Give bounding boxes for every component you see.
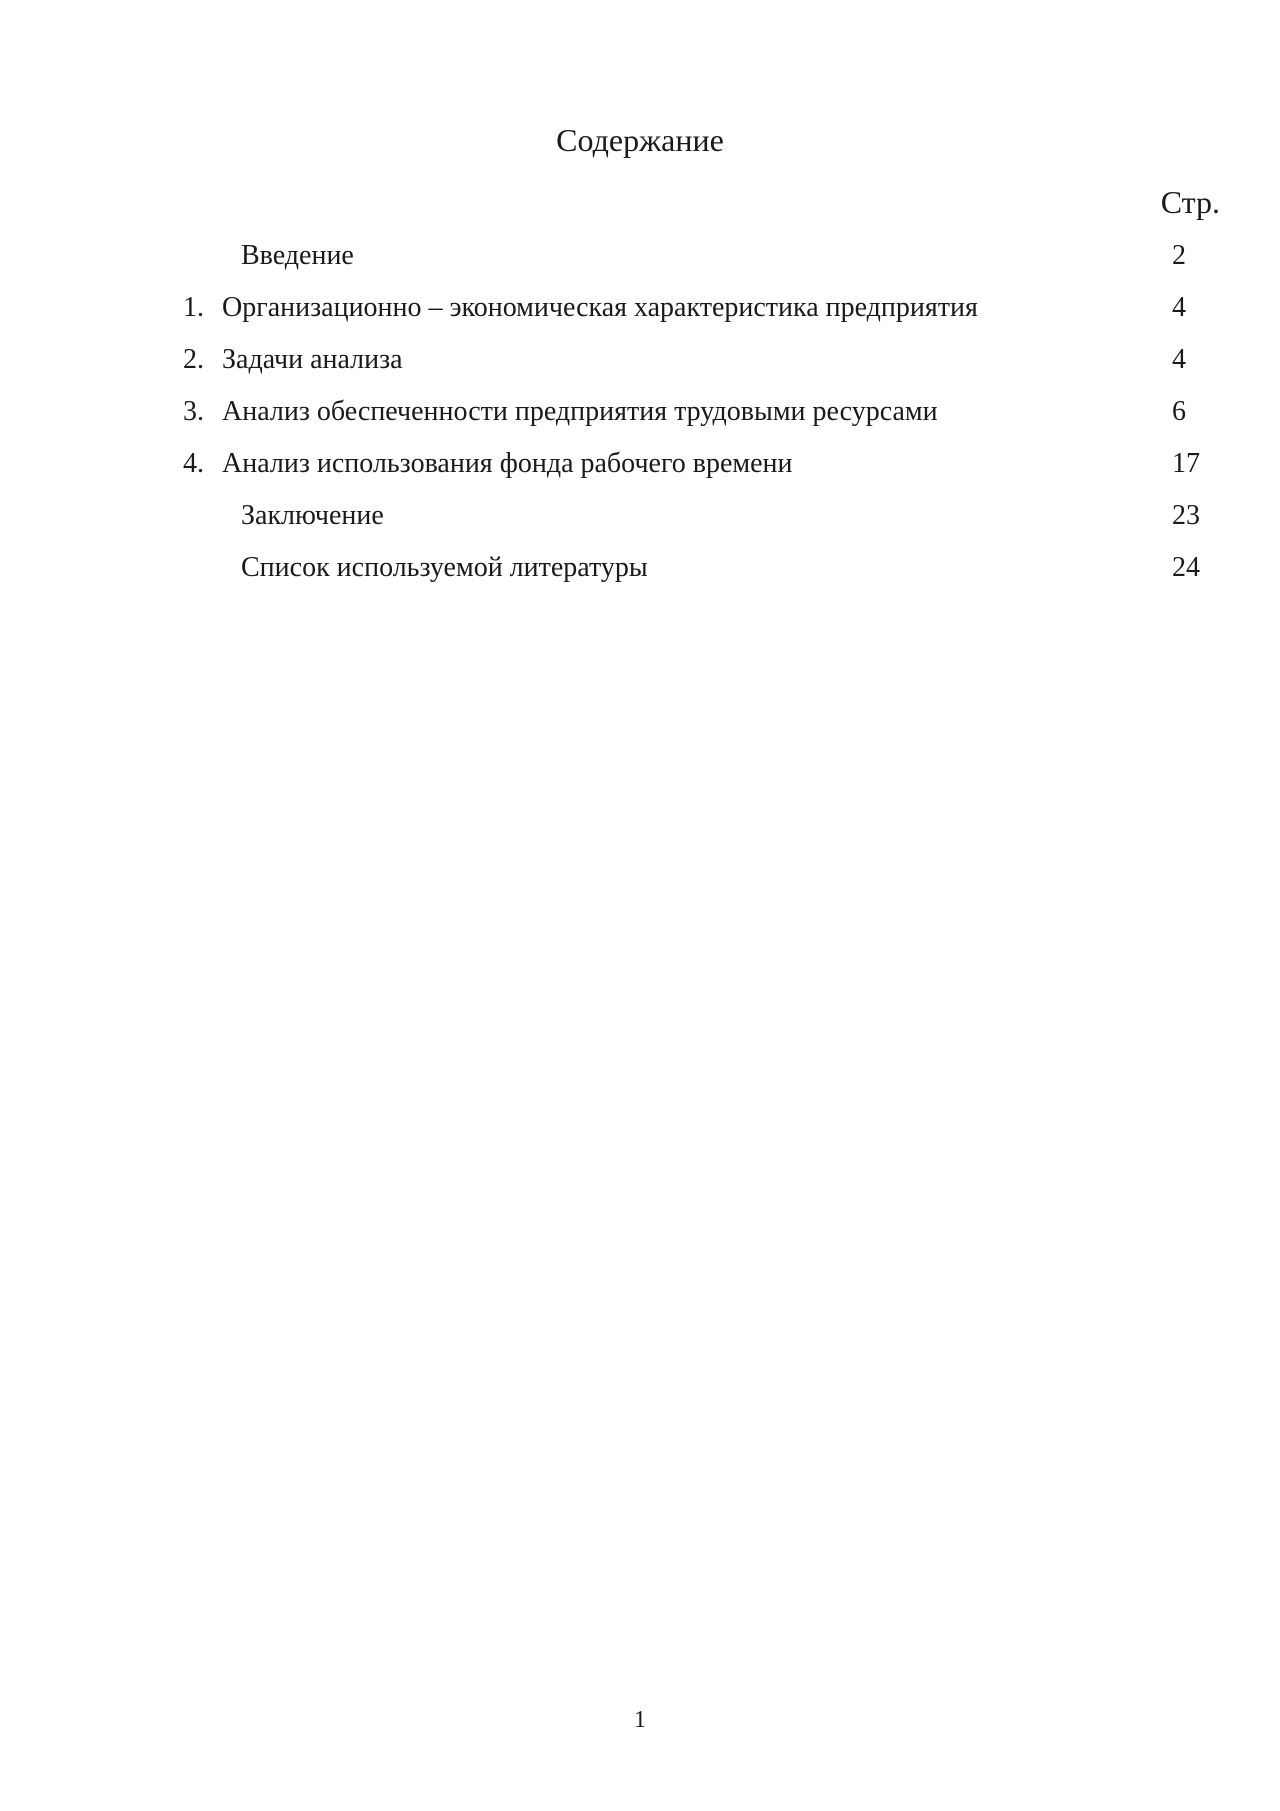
toc-entry-number: 1. — [183, 292, 204, 323]
toc-entry-title: Анализ использования фонда рабочего времени — [222, 448, 793, 479]
page-number: 1 — [634, 1707, 646, 1733]
toc-entry-page: 23 — [1172, 500, 1200, 531]
toc-entry — [0, 548, 1280, 600]
document-title: Содержание — [556, 122, 724, 158]
toc-entry-title: Организационно – экономическая характеристика предприятия — [222, 292, 978, 323]
toc-entry — [0, 392, 1280, 444]
toc-entry-title: Введение — [241, 240, 354, 271]
toc-entry-number: 2. — [183, 344, 204, 375]
toc-entry-page: 4 — [1172, 292, 1186, 323]
toc-entry-title: Список используемой литературы — [241, 552, 648, 583]
toc-entry — [0, 236, 1280, 288]
page-column-header: Стр. — [1160, 184, 1220, 220]
toc-entry-title: Заключение — [241, 500, 384, 531]
toc-entry-page: 4 — [1172, 344, 1186, 375]
toc-entry-page: 6 — [1172, 396, 1186, 427]
toc-entry-title: Задачи анализа — [222, 344, 403, 375]
toc-entry-page: 24 — [1172, 552, 1200, 583]
toc-entry-title: Анализ обеспеченности предприятия трудовыми ресурсами — [222, 396, 938, 427]
toc-entry-number: 3. — [183, 396, 204, 427]
toc-entry — [0, 444, 1280, 496]
toc-entry — [0, 340, 1280, 392]
toc-entry-number: 4. — [183, 448, 204, 479]
toc-entry-page: 2 — [1172, 240, 1186, 271]
toc-entry-page: 17 — [1172, 448, 1200, 479]
table-of-contents — [0, 236, 1280, 600]
toc-entry — [0, 288, 1280, 340]
toc-entry — [0, 496, 1280, 548]
